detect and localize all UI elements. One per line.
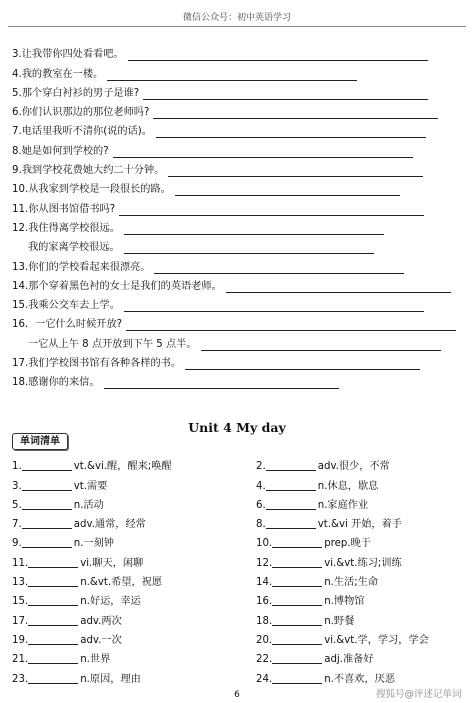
vocab-item: [256, 515, 472, 530]
vocab-row: [12, 588, 472, 607]
word-blank[interactable]: [266, 518, 316, 529]
vocab-row: [12, 530, 472, 549]
vocab-item: [256, 573, 472, 588]
sentence-text: 16．一它什么时候开放?: [12, 319, 123, 331]
vocab-meaning: n.家庭作业: [317, 499, 369, 511]
vocab-row: [12, 665, 472, 684]
vocab-meaning: adv.通常，经常: [73, 519, 146, 531]
word-blank[interactable]: [22, 480, 72, 491]
vocab-meaning: adj.准备好: [324, 654, 374, 666]
vocab-number: 3.: [12, 480, 22, 492]
word-blank[interactable]: [272, 576, 322, 587]
sentence-item: [12, 274, 472, 293]
sentence-text: 17.我们学校图书馆有各种各样的书。: [12, 358, 182, 370]
vocab-item: [12, 477, 256, 492]
vocab-number: 15.: [12, 596, 29, 608]
vocab-item: [12, 670, 256, 685]
word-blank[interactable]: [272, 595, 322, 606]
vocab-number: 17.: [12, 615, 29, 627]
sentence-item: [12, 61, 472, 80]
vocab-meaning: vt.&vi.醒，醒来;唤醒: [73, 461, 172, 473]
answer-blank[interactable]: [154, 263, 404, 274]
vocab-number: 23.: [12, 673, 29, 685]
vocab-row: [12, 511, 472, 530]
sentence-text: 7.电话里我听不清你(说的话)。: [12, 126, 152, 138]
vocab-item: [12, 592, 256, 607]
word-blank[interactable]: [272, 653, 322, 664]
sentence-text: 一它从上午 8 点开放到下午 5 点半。: [28, 338, 197, 350]
sentence-item: [12, 81, 472, 100]
vocab-meaning: adv.一次: [80, 634, 122, 646]
vocab-number: 8.: [256, 519, 266, 531]
vocab-item: [12, 650, 256, 665]
vocab-number: 24.: [256, 673, 273, 685]
sentence-text: 12.我住得离学校很远。: [12, 222, 120, 234]
sentence-item: [12, 254, 472, 273]
sentence-text: 6.你们认识那边的那位老师吗?: [12, 107, 150, 119]
vocab-number: 9.: [12, 538, 22, 550]
word-blank[interactable]: [28, 576, 78, 587]
word-blank[interactable]: [22, 537, 72, 548]
vocab-row: [12, 607, 472, 626]
vocab-meaning: n.休息，歇息: [317, 480, 379, 492]
answer-blank[interactable]: [168, 166, 423, 177]
answer-blank[interactable]: [185, 359, 420, 370]
vocab-item: [12, 534, 256, 549]
answer-blank[interactable]: [124, 301, 424, 312]
vocab-meaning: n.野餐: [324, 615, 355, 627]
vocab-item: [12, 496, 256, 511]
sentence-item: [12, 293, 472, 312]
sentence-text: 15.我乘公交车去上学。: [12, 300, 120, 312]
sentence-item: [12, 158, 472, 177]
vocab-number: 22.: [256, 654, 273, 666]
vocab-meaning: adv.两次: [80, 615, 122, 627]
answer-blank[interactable]: [104, 378, 339, 389]
vocab-number: 20.: [256, 634, 273, 646]
sentence-item: [12, 138, 472, 157]
vocab-meaning: vt.需要: [73, 480, 108, 492]
sentence-item: [12, 196, 472, 215]
word-blank[interactable]: [272, 537, 322, 548]
answer-blank[interactable]: [124, 224, 384, 235]
sentence-item: [12, 177, 472, 196]
vocab-number: 18.: [256, 615, 273, 627]
vocab-item: [256, 477, 472, 492]
sentence-text: 8.她是如何到学校的?: [12, 145, 109, 157]
word-blank[interactable]: [28, 634, 78, 645]
vocab-meaning: n.不喜欢，厌恶: [324, 673, 396, 685]
vocab-meaning: n.原因，理由: [80, 673, 141, 685]
vocab-meaning: n.一刻钟: [73, 538, 114, 550]
vocab-row: [12, 453, 472, 472]
vocab-meaning: prep.晚于: [324, 538, 371, 550]
word-blank[interactable]: [272, 673, 322, 684]
vocab-row: [12, 646, 472, 665]
vocab-list: [12, 453, 472, 685]
answer-blank[interactable]: [126, 320, 456, 331]
vocab-number: 14.: [256, 577, 273, 589]
vocab-number: 13.: [12, 577, 29, 589]
vocab-row: [12, 627, 472, 646]
vocab-number: 7.: [12, 519, 22, 531]
sentence-text: 我的家离学校很远。: [28, 242, 120, 254]
vocab-number: 12.: [256, 557, 273, 569]
vocab-number: 6.: [256, 499, 266, 511]
answer-blank[interactable]: [113, 147, 413, 158]
word-blank[interactable]: [28, 673, 78, 684]
answer-blank[interactable]: [226, 282, 451, 293]
vocab-item: [12, 515, 256, 530]
answer-blank[interactable]: [175, 185, 400, 196]
sentence-list: [12, 42, 472, 389]
vocab-meaning: n.博物馆: [324, 596, 365, 608]
word-blank[interactable]: [266, 460, 316, 471]
sentence-text: 14.那个穿着黑色衬的女士是我们的英语老师。: [12, 280, 222, 292]
sentence-text: 13.你们的学校看起来很漂亮。: [12, 261, 151, 273]
sentence-text: 11.你从图书馆借书吗?: [12, 203, 116, 215]
word-blank[interactable]: [272, 634, 322, 645]
vocab-row: [12, 492, 472, 511]
sentence-text: 9.我到学校花费她大约二十分钟。: [12, 165, 165, 177]
vocab-item: [12, 631, 256, 646]
vocab-number: 2.: [256, 461, 266, 473]
vocab-number: 10.: [256, 538, 273, 550]
answer-blank[interactable]: [124, 243, 374, 254]
answer-blank[interactable]: [153, 108, 438, 119]
sentence-item: [12, 370, 472, 389]
vocab-item: [12, 573, 256, 588]
sentence-item: [12, 331, 472, 350]
header-title: 微信公众号：初中英语学习: [182, 13, 291, 23]
sentence-item: [12, 312, 472, 331]
answer-blank[interactable]: [143, 89, 428, 100]
vocab-row: [12, 472, 472, 491]
watermark: 搜狐号@评述记单词: [376, 689, 462, 700]
vocab-number: 4.: [256, 480, 266, 492]
vocab-number: 19.: [12, 634, 29, 646]
sentence-item: [12, 100, 472, 119]
vocab-item: [256, 631, 472, 646]
vocab-meaning: vi.聊天，闲聊: [80, 557, 144, 569]
word-blank[interactable]: [22, 518, 72, 529]
word-blank[interactable]: [22, 460, 72, 471]
word-blank[interactable]: [28, 557, 78, 568]
sentence-text: 10.从我家到学校是一段很长的路。: [12, 184, 171, 196]
vocab-number: 16.: [256, 596, 273, 608]
word-blank[interactable]: [28, 595, 78, 606]
unit-title: Unit 4 My day: [188, 420, 286, 435]
vocab-meaning: adv.很少，不常: [317, 461, 390, 473]
vocab-number: 1.: [12, 461, 22, 473]
vocab-number: 11.: [12, 557, 29, 569]
sentence-item: [12, 119, 472, 138]
vocab-item: [256, 592, 472, 607]
answer-blank[interactable]: [201, 340, 441, 351]
answer-blank[interactable]: [156, 127, 426, 138]
vocab-meaning: vt.&vi 开始，着手: [317, 519, 402, 531]
vocab-meaning: vi.&vt.学，学习，学会: [324, 634, 429, 646]
vocab-item: [256, 612, 472, 627]
vocab-list-badge: 单词清单: [12, 433, 68, 450]
word-blank[interactable]: [272, 615, 322, 626]
vocab-item: [256, 650, 472, 665]
answer-blank[interactable]: [119, 205, 424, 216]
vocab-meaning: n.世界: [80, 654, 111, 666]
vocab-row: [12, 569, 472, 588]
answer-blank[interactable]: [107, 70, 357, 81]
word-blank[interactable]: [22, 499, 72, 510]
vocab-meaning: n.生活;生命: [324, 577, 379, 589]
sentence-text: 4.我的教室在一楼。: [12, 68, 104, 80]
vocab-meaning: vi.&vt.练习;训练: [324, 557, 402, 569]
vocab-item: [256, 554, 472, 569]
vocab-item: [256, 534, 472, 549]
sentence-item: [12, 42, 472, 61]
word-blank[interactable]: [28, 653, 78, 664]
word-blank[interactable]: [266, 480, 316, 491]
vocab-row: [12, 549, 472, 568]
vocab-meaning: n.活动: [73, 499, 104, 511]
vocab-meaning: n.&vt.希望，祝愿: [80, 577, 163, 589]
word-blank[interactable]: [266, 499, 316, 510]
answer-blank[interactable]: [128, 50, 428, 61]
vocab-item: [12, 612, 256, 627]
header-divider: [8, 26, 466, 27]
sentence-text: 3.让我带你四处看看吧。: [12, 49, 124, 61]
sentence-item: [12, 351, 472, 370]
word-blank[interactable]: [272, 557, 322, 568]
page-number: 6: [234, 690, 240, 700]
word-blank[interactable]: [28, 615, 78, 626]
vocab-item: [256, 670, 472, 685]
vocab-meaning: n.好运，幸运: [80, 596, 141, 608]
sentence-text: 5.那个穿白衬衫的男子是谁?: [12, 87, 140, 99]
vocab-item: [12, 457, 256, 472]
vocab-item: [256, 457, 472, 472]
vocab-item: [256, 496, 472, 511]
vocab-number: 21.: [12, 654, 29, 666]
sentence-text: 18.感谢你的来信。: [12, 377, 100, 389]
sentence-item: [12, 235, 472, 254]
sentence-item: [12, 216, 472, 235]
vocab-item: [12, 554, 256, 569]
vocab-number: 5.: [12, 499, 22, 511]
